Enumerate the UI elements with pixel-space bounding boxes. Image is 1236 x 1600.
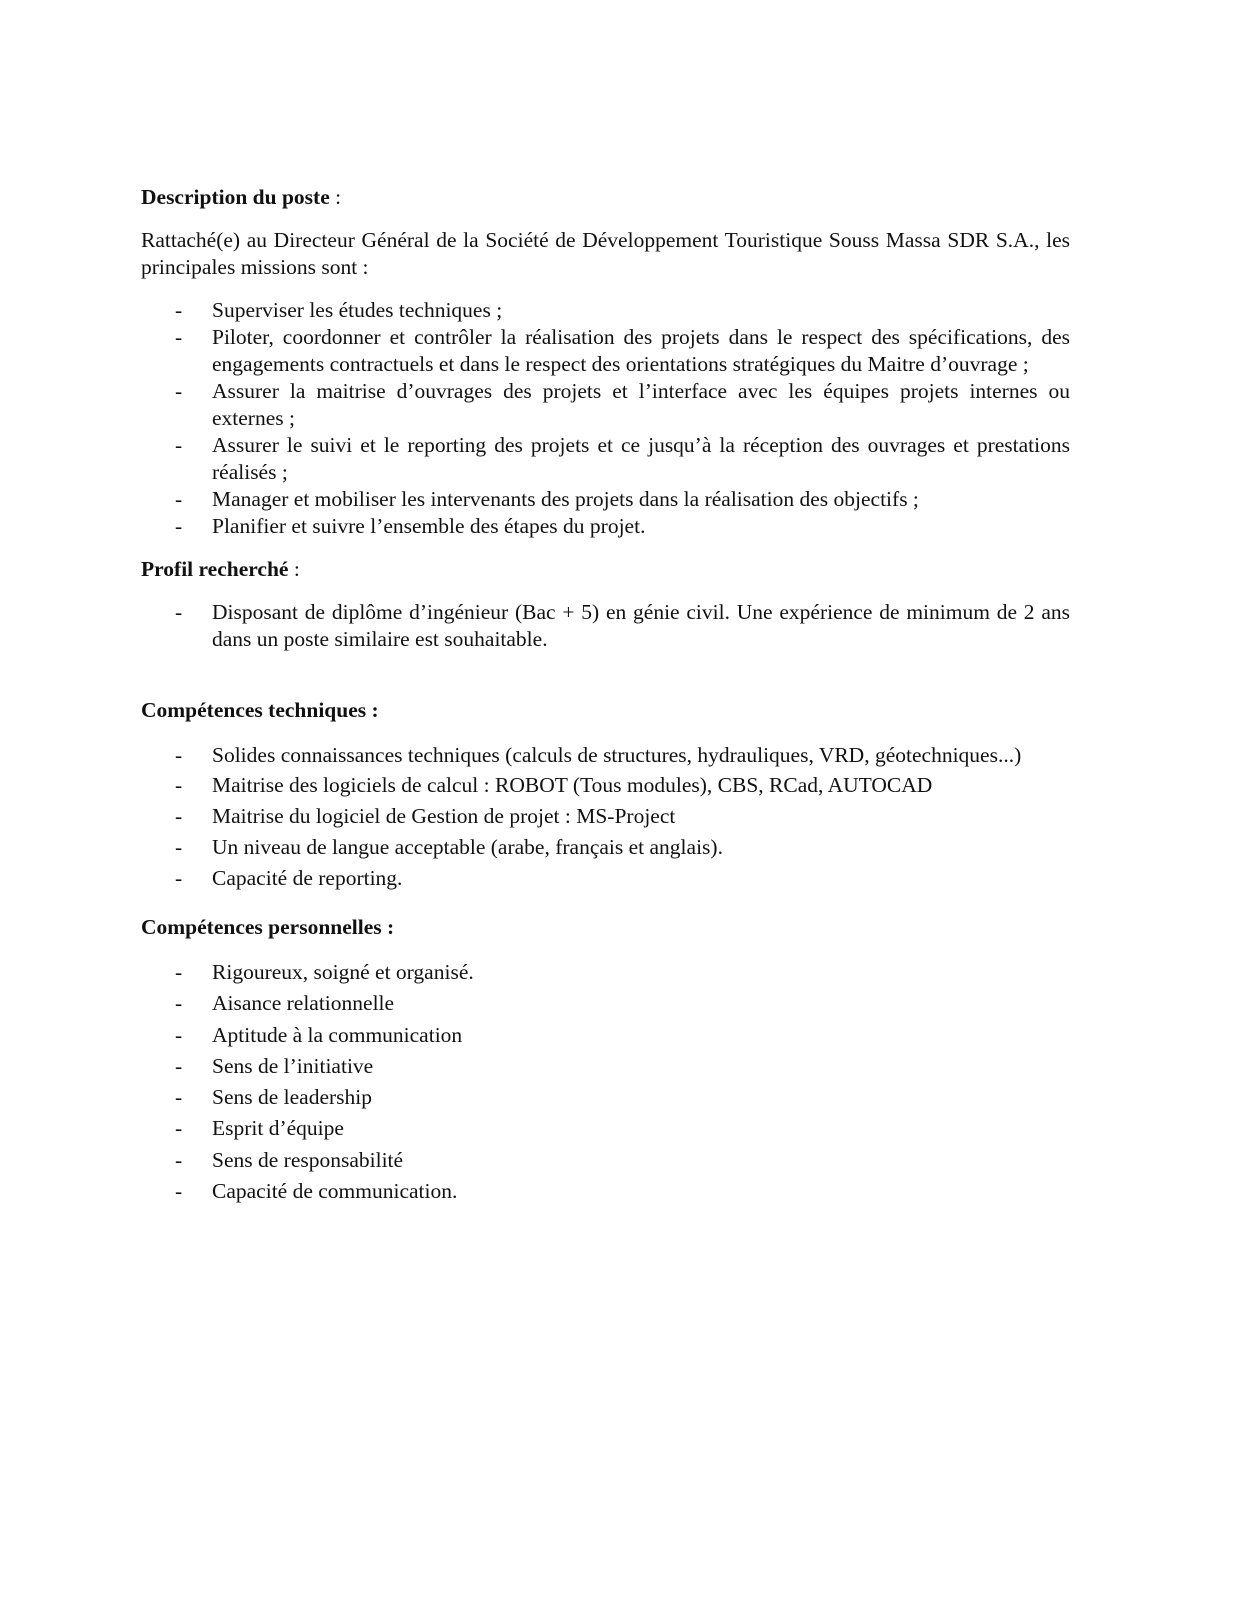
list-item: - Superviser les études techniques ; [175, 298, 503, 322]
description-heading: Description du poste : [141, 185, 342, 209]
list-item: - Maitrise des logiciels de calcul : ROBOT (Tous modules), CBS, RCad, AUTOCAD [175, 773, 933, 797]
personnelles-heading: Compétences personnelles : [141, 915, 395, 939]
list-item: - Sens de l’initiative [175, 1053, 374, 1078]
list-item: - Piloter, coordonner et contrôler la réalisation des projets dans le respect des spécifications, des engagements contractuels et dans le respect des orientations stratégiques du Maitre d’ouvrage ; [175, 325, 1070, 376]
description-list [141, 297, 1070, 540]
techniques-list [141, 740, 1070, 894]
list-item: - Assurer la maitrise d’ouvrages des projets et l’interface avec les équipes projets internes ou externes ; [175, 379, 1070, 430]
list-item: - Capacité de communication. [175, 1179, 458, 1204]
personnelles-list [141, 957, 1070, 1207]
techniques-heading: Compétences techniques : [141, 698, 379, 722]
list-item: - Aptitude à la communication [175, 1022, 463, 1047]
list-item: - Assurer le suivi et le reporting des projets et ce jusqu’à la réception des ouvrages et prestations réalisés ; [175, 433, 1070, 484]
list-item: - Solides connaissances techniques (calculs de structures, hydrauliques, VRD, géotechniques...) [175, 743, 1022, 767]
list-item: - Esprit d’équipe [175, 1116, 344, 1141]
profil-heading: Profil recherché : [141, 557, 300, 581]
list-item: - Disposant de diplôme d’ingénieur (Bac + 5) en génie civil. Une expérience de minimum de 2 ans dans un poste similaire est souhaitable. [175, 600, 1070, 651]
list-item: - Planifier et suivre l’ensemble des étapes du projet. [175, 514, 646, 538]
document-page [141, 184, 1070, 1207]
list-item: - Un niveau de langue acceptable (arabe, français et anglais). [175, 835, 723, 859]
list-item: - Maitrise du logiciel de Gestion de projet : MS-Project [175, 804, 676, 828]
list-item: - Sens de leadership [175, 1085, 373, 1110]
list-item: - Sens de responsabilité [175, 1147, 404, 1172]
description-intro: Rattaché(e) au Directeur Général de la Société de Développement Touristique Souss Massa SDR S.A., les principales missions sont : [141, 228, 1070, 279]
list-item: - Manager et mobiliser les intervenants des projets dans la réalisation des objectifs ; [175, 487, 919, 511]
list-item: - Aisance relationnelle [175, 991, 395, 1016]
profil-list [141, 599, 1070, 653]
list-item: - Rigoureux, soigné et organisé. [175, 960, 474, 984]
list-item: - Capacité de reporting. [175, 866, 403, 890]
